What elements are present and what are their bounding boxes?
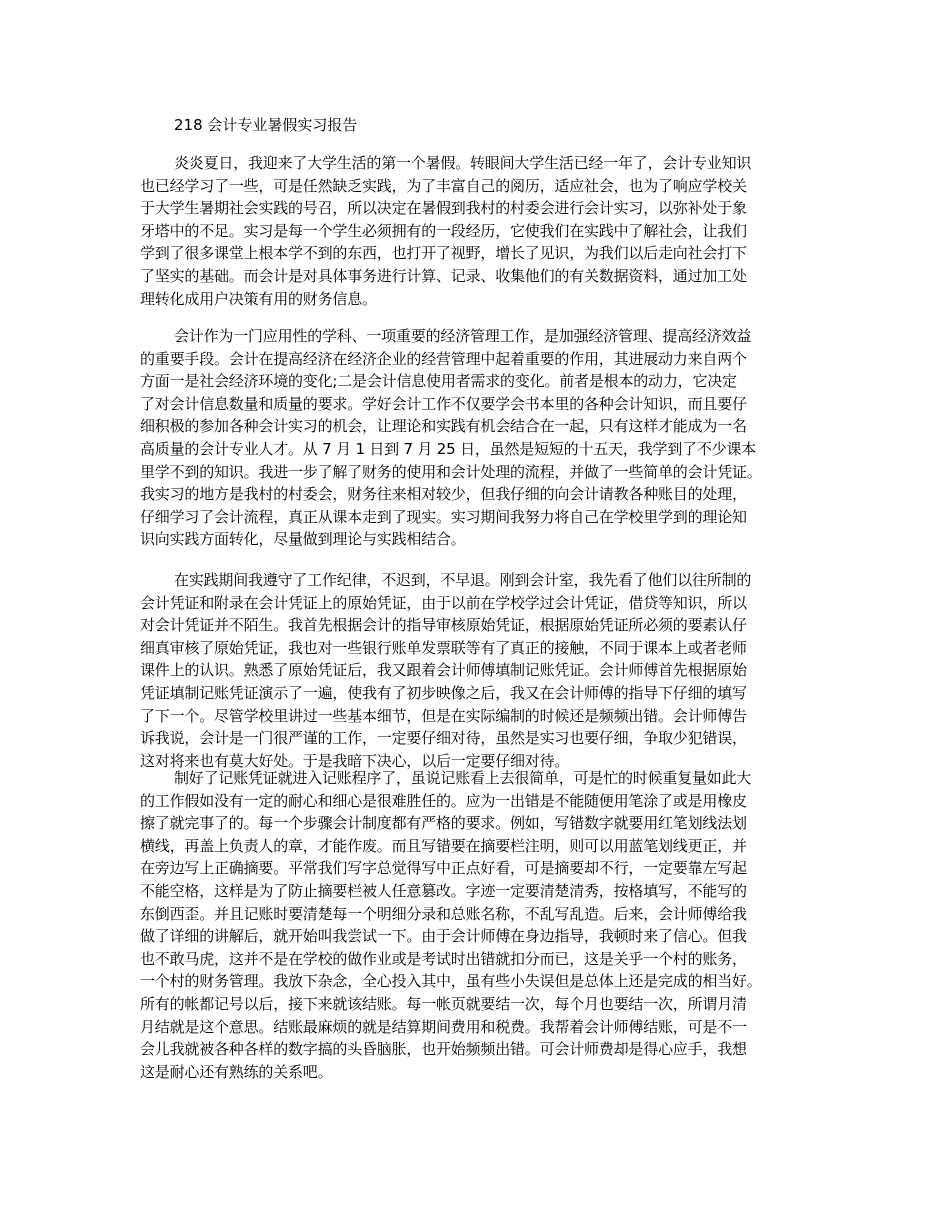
paragraph-4	[140, 767, 820, 1083]
paragraph-line: 一个村的财务管理。我放下杂念，全心投入其中，虽有些小失误但是总体上还是完成的相当好。	[140, 972, 762, 991]
paragraph-line: 炎炎夏日，我迎来了大学生活的第一个暑假。转眼间大学生活已经一年了，会计专业知识	[174, 154, 752, 172]
paragraph-line: 里学不到的知识。我进一步了解了财务的使用和会计处理的流程，并做了一些简单的会计凭证。	[140, 462, 762, 481]
paragraph-line: 凭证填制记账凭证演示了一遍，使我有了初步映像之后，我又在会计师傅的指导下仔细的填写	[140, 683, 747, 702]
paragraph-line: 课件上的认识。熟悉了原始凭证后，我又跟着会计师傅填制记账凭证。会计师傅首先根据原始	[140, 661, 747, 680]
paragraph-line: 也不敢马虎，这并不是在学校的做作业或是考试时出错就扣分而已，这是关乎一个村的账务，	[140, 949, 747, 968]
paragraph-line: 了对会计信息数量和质量的要求。学好会计工作不仅要学会书本里的各种会计知识，而且要仔	[140, 394, 747, 413]
paragraph-line: 擦了就完事了的。每一个步骤会计制度都有严格的要求。例如，写错数字就要用红笔划线法划	[140, 814, 747, 833]
paragraph-line: 方面一是社会经济环境的变化;二是会计信息使用者需求的变化。前者是根本的动力，它决定	[140, 372, 737, 391]
paragraph-line: 制好了记账凭证就进入记账程序了，虽说记账看上去很简单，可是忙的时候重复量如此大	[174, 769, 752, 787]
paragraph-line: 学到了很多课堂上根本学不到的东西，也打开了视野，增长了见识，为我们以后走向社会打下	[140, 244, 747, 263]
paragraph-line: 细真审核了原始凭证，我也对一些银行账单发票联等有了真正的接触，不同于课本上或者老师	[140, 638, 747, 657]
paragraph-line: 的工作假如没有一定的耐心和细心是很难胜任的。应为一出错是不能随便用笔涂了或是用橡皮	[140, 791, 747, 810]
paragraph-line: 不能空格，这样是为了防止摘要栏被人任意篡改。字迹一定要清楚清秀，按格填写，不能写的	[140, 881, 747, 900]
paragraph-1	[140, 152, 820, 310]
paragraph-line: 横线，再盖上负责人的章，才能作废。而且写错要在摘要栏注明，则可以用蓝笔划线更正，并	[140, 836, 747, 855]
paragraph-line: 高质量的会计专业人才。从 7 月 1 日到 7 月 25 日，虽然是短短的十五天，我学到了不少课本	[140, 439, 757, 458]
paragraph-line: 的重要手段。会计在提高经济在经济企业的经营管理中起着重要的作用，其进展动力来自两个	[140, 349, 747, 368]
paragraph-line: 理转化成用户决策有用的财务信息。	[140, 289, 377, 308]
paragraph-line: 细积极的参加各种会计实习的机会，让理论和实践有机会结合在一起，只有这样才能成为一名	[140, 417, 747, 436]
paragraph-line: 仔细学习了会计流程，真正从课本走到了现实。实习期间我努力将自己在学校里学到的理论知	[140, 507, 747, 526]
paragraph-line: 识向实践方面转化，尽量做到理论与实践相结合。	[140, 530, 466, 549]
paragraph-line: 月结就是这个意思。结账最麻烦的就是结算期间费用和税费。我帮着会计师傅结账，可是不一	[140, 1017, 747, 1036]
paragraph-line: 这是耐心还有熟练的关系吧。	[140, 1062, 333, 1081]
paragraph-line: 也已经学习了一些，可是任然缺乏实践，为了丰富自己的阅历，适应社会，也为了响应学校关	[140, 176, 747, 195]
paragraph-line: 了坚实的基础。而会计是对具体事务进行计算、记录、收集他们的有关数据资料，通过加工处	[140, 266, 747, 285]
paragraph-line: 在旁边写上正确摘要。平常我们写字总觉得写中正点好看，可是摘要却不行，一定要靠左写起	[140, 859, 747, 878]
paragraph-line: 牙塔中的不足。实习是每一个学生必须拥有的一段经历，它使我们在实践中了解社会，让我们	[140, 221, 747, 240]
paragraph-2	[140, 325, 820, 551]
paragraph-line: 会儿我就被各种各样的数字搞的头昏脑胀，也开始频频出错。可会计师费却是得心应手，我想	[140, 1040, 747, 1059]
paragraph-line: 我实习的地方是我村的村委会，财务往来相对较少，但我仔细的向会计请教各种账目的处理，	[140, 485, 747, 504]
paragraph-line: 诉我说，会计是一门很严谨的工作，一定要仔细对待，虽然是实习也要仔细，争取少犯错误，	[140, 729, 747, 748]
paragraph-line: 所有的帐都记号以后，接下来就该结账。每一帐页就要结一次，每个月也要结一次，所谓月清	[140, 994, 747, 1013]
paragraph-line: 对会计凭证并不陌生。我首先根据会计的指导审核原始凭证，根据原始凭证所必须的要素认仔	[140, 616, 747, 635]
paragraph-line: 在实践期间我遵守了工作纪律，不迟到，不早退。刚到会计室，我先看了他们以往所制的	[174, 571, 752, 589]
paragraph-3	[140, 569, 820, 772]
document-title: 218 会计专业暑假实习报告	[174, 116, 358, 134]
paragraph-line: 于大学生暑期社会实践的号召，所以决定在暑假到我村的村委会进行会计实习，以弥补处于象	[140, 199, 747, 218]
paragraph-line: 会计凭证和附录在会计凭证上的原始凭证，由于以前在学校学过会计凭证，借贷等知识，所以	[140, 593, 747, 612]
paragraph-line: 了下一个。尽管学校里讲过一些基本细节，但是在实际编制的时候还是频频出错。会计师傅告	[140, 706, 747, 725]
paragraph-line: 会计作为一门应用性的学科、一项重要的经济管理工作，是加强经济管理、提高经济效益	[174, 327, 752, 345]
paragraph-line: 做了详细的讲解后，就开始叫我尝试一下。由于会计师傅在身边指导，我顿时来了信心。但我	[140, 927, 747, 946]
paragraph-line: 东倒西歪。并且记账时要清楚每一个明细分录和总账名称，不乱写乱造。后来，会计师傅给我	[140, 904, 747, 923]
paragraph-line: 这对将来也有莫大好处。于是我暗下决心，以后一定要仔细对待。	[140, 751, 570, 770]
